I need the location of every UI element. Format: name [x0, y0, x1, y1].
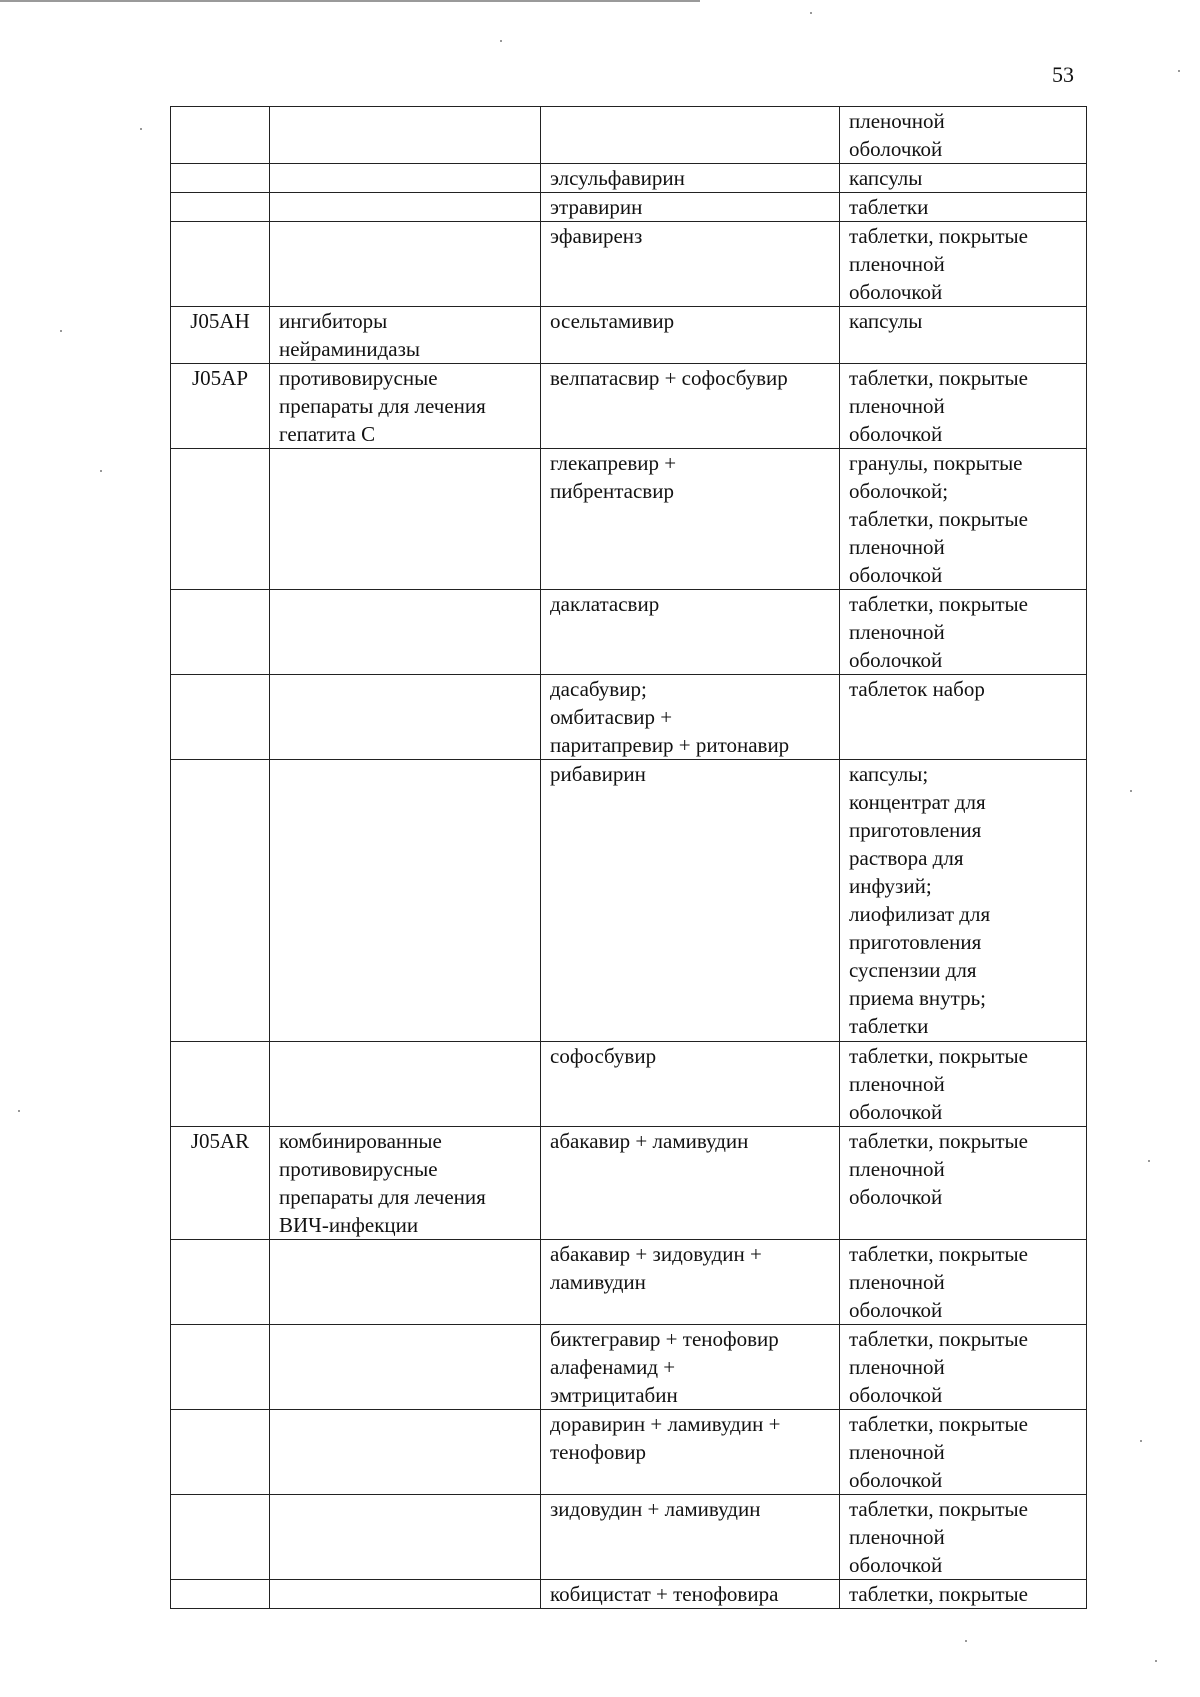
cell-text-line: ламивудин — [550, 1270, 646, 1294]
atc-code-cell — [171, 590, 270, 675]
dosage-form-cell — [840, 1042, 1087, 1127]
cell-text-line: оболочкой — [849, 137, 943, 161]
dosage-form-cell — [840, 590, 1087, 675]
pharmacological-group-cell — [270, 193, 541, 222]
cell-text-line: приема внутрь; — [849, 986, 987, 1010]
pharmacological-group-cell — [270, 364, 541, 449]
cell-text-line: оболочкой — [849, 422, 943, 446]
atc-code-cell — [171, 1127, 270, 1240]
atc-code-cell — [171, 1495, 270, 1580]
cell-text-line: таблетки, покрытые — [849, 1044, 1028, 1068]
cell-text-line: пленочной — [849, 1525, 945, 1549]
cell-text-line: оболочкой — [849, 1383, 943, 1407]
cell-text-line: противовирусные — [279, 1157, 438, 1181]
cell-text-line: таблетки, покрытые — [849, 1327, 1028, 1351]
drug-name-cell — [541, 222, 840, 307]
cell-text-line: таблетки, покрытые — [849, 1582, 1028, 1606]
cell-text-line: комбинированные — [279, 1129, 442, 1153]
cell-text-line: тенофовир — [550, 1440, 646, 1464]
table-row — [171, 590, 1087, 675]
cell-text-line: пленочной — [849, 109, 945, 133]
cell-text-line: эмтрицитабин — [550, 1383, 678, 1407]
table-row — [171, 1495, 1087, 1580]
cell-text-line: пленочной — [849, 1440, 945, 1464]
atc-code-cell — [171, 164, 270, 193]
cell-text-line: суспензии для — [849, 958, 977, 982]
cell-text-line: нейраминидазы — [279, 337, 421, 361]
cell-text-line: таблетки, покрытые — [849, 1129, 1028, 1153]
cell-text-line: препараты для лечения — [279, 1185, 486, 1209]
cell-text-line: гепатита С — [279, 422, 376, 446]
cell-text-line: дасабувир; — [550, 677, 647, 701]
pharmacological-group-cell — [270, 1495, 541, 1580]
cell-text-line: элсульфавирин — [550, 166, 685, 190]
cell-text-line: таблетки, покрытые — [849, 1497, 1028, 1521]
cell-text-line: софосбувир — [550, 1044, 657, 1068]
cell-text-line: инфузий; — [849, 874, 932, 898]
dosage-form-cell — [840, 1325, 1087, 1410]
cell-text-line: оболочкой — [849, 1553, 943, 1577]
dosage-form-cell — [840, 449, 1087, 590]
cell-text-line: таблетки, покрытые — [849, 592, 1028, 616]
cell-text-line: приготовления — [849, 930, 982, 954]
atc-code-cell — [171, 1042, 270, 1127]
dosage-form-cell — [840, 364, 1087, 449]
cell-text-line: оболочкой; — [849, 479, 949, 503]
drug-name-cell — [541, 1580, 840, 1609]
drug-name-cell — [541, 164, 840, 193]
cell-text-line: рибавирин — [550, 762, 646, 786]
pharmacological-group-cell — [270, 1042, 541, 1127]
drug-name-cell — [541, 1042, 840, 1127]
pharmacological-group-cell — [270, 222, 541, 307]
cell-text-line: эфавиренз — [550, 224, 643, 248]
cell-text-line: противовирусные — [279, 366, 438, 390]
atc-code-cell — [171, 107, 270, 164]
cell-text-line: оболочкой — [849, 563, 943, 587]
cell-text-line: паритапревир + ритонавир — [550, 733, 790, 757]
pharmacological-group-cell — [270, 1127, 541, 1240]
cell-text-line: J05AP — [191, 366, 249, 390]
table-row — [171, 1410, 1087, 1495]
cell-text-line: пленочной — [849, 1355, 945, 1379]
cell-text-line: таблетки, покрытые — [849, 1412, 1028, 1436]
cell-text-line: капсулы — [849, 166, 923, 190]
cell-text-line: оболочкой — [849, 1100, 943, 1124]
dosage-form-cell — [840, 1127, 1087, 1240]
table-row — [171, 1580, 1087, 1609]
cell-text-line: J05AR — [190, 1129, 250, 1153]
table-row — [171, 164, 1087, 193]
table-row — [171, 1325, 1087, 1410]
pharmacological-group-cell — [270, 449, 541, 590]
cell-text-line: гранулы, покрытые — [849, 451, 1023, 475]
cell-text-line: оболочкой — [849, 1298, 943, 1322]
drug-name-cell — [541, 590, 840, 675]
cell-text-line: капсулы — [849, 309, 923, 333]
table-row — [171, 222, 1087, 307]
cell-text-line: пибрентасвир — [550, 479, 674, 503]
pharmacological-group-cell — [270, 307, 541, 364]
cell-text-line: этравирин — [550, 195, 643, 219]
drug-name-cell — [541, 1127, 840, 1240]
cell-text-line: осельтамивир — [550, 309, 675, 333]
cell-text-line: абакавир + зидовудин + — [550, 1242, 762, 1266]
cell-text-line: оболочкой — [849, 1468, 943, 1492]
medication-table — [170, 106, 1087, 1609]
cell-text-line: алафенамид + — [550, 1355, 676, 1379]
dosage-form-cell — [840, 307, 1087, 364]
cell-text-line: глекапревир + — [550, 451, 677, 475]
atc-code-cell — [171, 675, 270, 760]
cell-text-line: ингибиторы — [279, 309, 388, 333]
table-row — [171, 675, 1087, 760]
cell-text-line: таблетки — [849, 1014, 929, 1038]
table-row — [171, 364, 1087, 449]
drug-name-cell — [541, 760, 840, 1042]
dosage-form-cell — [840, 675, 1087, 760]
pharmacological-group-cell — [270, 1410, 541, 1495]
table-row — [171, 760, 1087, 1042]
atc-code-cell — [171, 449, 270, 590]
pharmacological-group-cell — [270, 1325, 541, 1410]
cell-text-line: оболочкой — [849, 1185, 943, 1209]
atc-code-cell — [171, 222, 270, 307]
dosage-form-cell — [840, 1580, 1087, 1609]
cell-text-line: концентрат для — [849, 790, 986, 814]
drug-name-cell — [541, 1495, 840, 1580]
dosage-form-cell — [840, 760, 1087, 1042]
cell-text-line: ВИЧ-инфекции — [279, 1213, 419, 1237]
pharmacological-group-cell — [270, 107, 541, 164]
pharmacological-group-cell — [270, 1580, 541, 1609]
cell-text-line: раствора для — [849, 846, 964, 870]
table-row — [171, 1127, 1087, 1240]
dosage-form-cell — [840, 1495, 1087, 1580]
cell-text-line: велпатасвир + софосбувир — [550, 366, 788, 390]
drug-name-cell — [541, 364, 840, 449]
scan-top-edge-line — [0, 0, 700, 2]
cell-text-line: приготовления — [849, 818, 982, 842]
cell-text-line: пленочной — [849, 1270, 945, 1294]
cell-text-line: таблетки, покрытые — [849, 507, 1028, 531]
table-row — [171, 107, 1087, 164]
drug-name-cell — [541, 1325, 840, 1410]
cell-text-line: J05AH — [190, 309, 250, 333]
drug-name-cell — [541, 107, 840, 164]
dosage-form-cell — [840, 193, 1087, 222]
cell-text-line: пленочной — [849, 620, 945, 644]
cell-text-line: зидовудин + ламивудин — [550, 1497, 761, 1521]
cell-text-line: таблеток набор — [849, 677, 985, 701]
cell-text-line: оболочкой — [849, 280, 943, 304]
pharmacological-group-cell — [270, 1240, 541, 1325]
cell-text-line: оболочкой — [849, 648, 943, 672]
table-row — [171, 1240, 1087, 1325]
atc-code-cell — [171, 364, 270, 449]
atc-code-cell — [171, 1580, 270, 1609]
drug-name-cell — [541, 1410, 840, 1495]
pharmacological-group-cell — [270, 675, 541, 760]
cell-text-line: лиофилизат для — [849, 902, 991, 926]
cell-text-line: биктегравир + тенофовир — [550, 1327, 779, 1351]
dosage-form-cell — [840, 222, 1087, 307]
page-number: 53 — [1052, 62, 1074, 87]
drug-name-cell — [541, 1240, 840, 1325]
dosage-form-cell — [840, 1410, 1087, 1495]
cell-text-line: абакавир + ламивудин — [550, 1129, 749, 1153]
drug-name-cell — [541, 193, 840, 222]
table-row — [171, 307, 1087, 364]
table-row — [171, 1042, 1087, 1127]
cell-text-line: таблетки — [849, 195, 929, 219]
atc-code-cell — [171, 1410, 270, 1495]
cell-text-line: кобицистат + тенофовира — [550, 1582, 779, 1606]
atc-code-cell — [171, 1325, 270, 1410]
cell-text-line: таблетки, покрытые — [849, 1242, 1028, 1266]
cell-text-line: таблетки, покрытые — [849, 366, 1028, 390]
drug-name-cell — [541, 675, 840, 760]
atc-code-cell — [171, 193, 270, 222]
cell-text-line: пленочной — [849, 394, 945, 418]
dosage-form-cell — [840, 164, 1087, 193]
cell-text-line: пленочной — [849, 1157, 945, 1181]
table-row — [171, 449, 1087, 590]
atc-code-cell — [171, 1240, 270, 1325]
cell-text-line: омбитасвир + — [550, 705, 673, 729]
cell-text-line: капсулы; — [849, 762, 929, 786]
table-row — [171, 193, 1087, 222]
atc-code-cell — [171, 307, 270, 364]
cell-text-line: пленочной — [849, 1072, 945, 1096]
cell-text-line: пленочной — [849, 252, 945, 276]
pharmacological-group-cell — [270, 760, 541, 1042]
dosage-form-cell — [840, 1240, 1087, 1325]
dosage-form-cell — [840, 107, 1087, 164]
cell-text-line: препараты для лечения — [279, 394, 486, 418]
drug-name-cell — [541, 307, 840, 364]
atc-code-cell — [171, 760, 270, 1042]
cell-text-line: пленочной — [849, 535, 945, 559]
pharmacological-group-cell — [270, 164, 541, 193]
cell-text-line: доравирин + ламивудин + — [550, 1412, 781, 1436]
cell-text-line: даклатасвир — [550, 592, 660, 616]
pharmacological-group-cell — [270, 590, 541, 675]
cell-text-line: таблетки, покрытые — [849, 224, 1028, 248]
drug-name-cell — [541, 449, 840, 590]
